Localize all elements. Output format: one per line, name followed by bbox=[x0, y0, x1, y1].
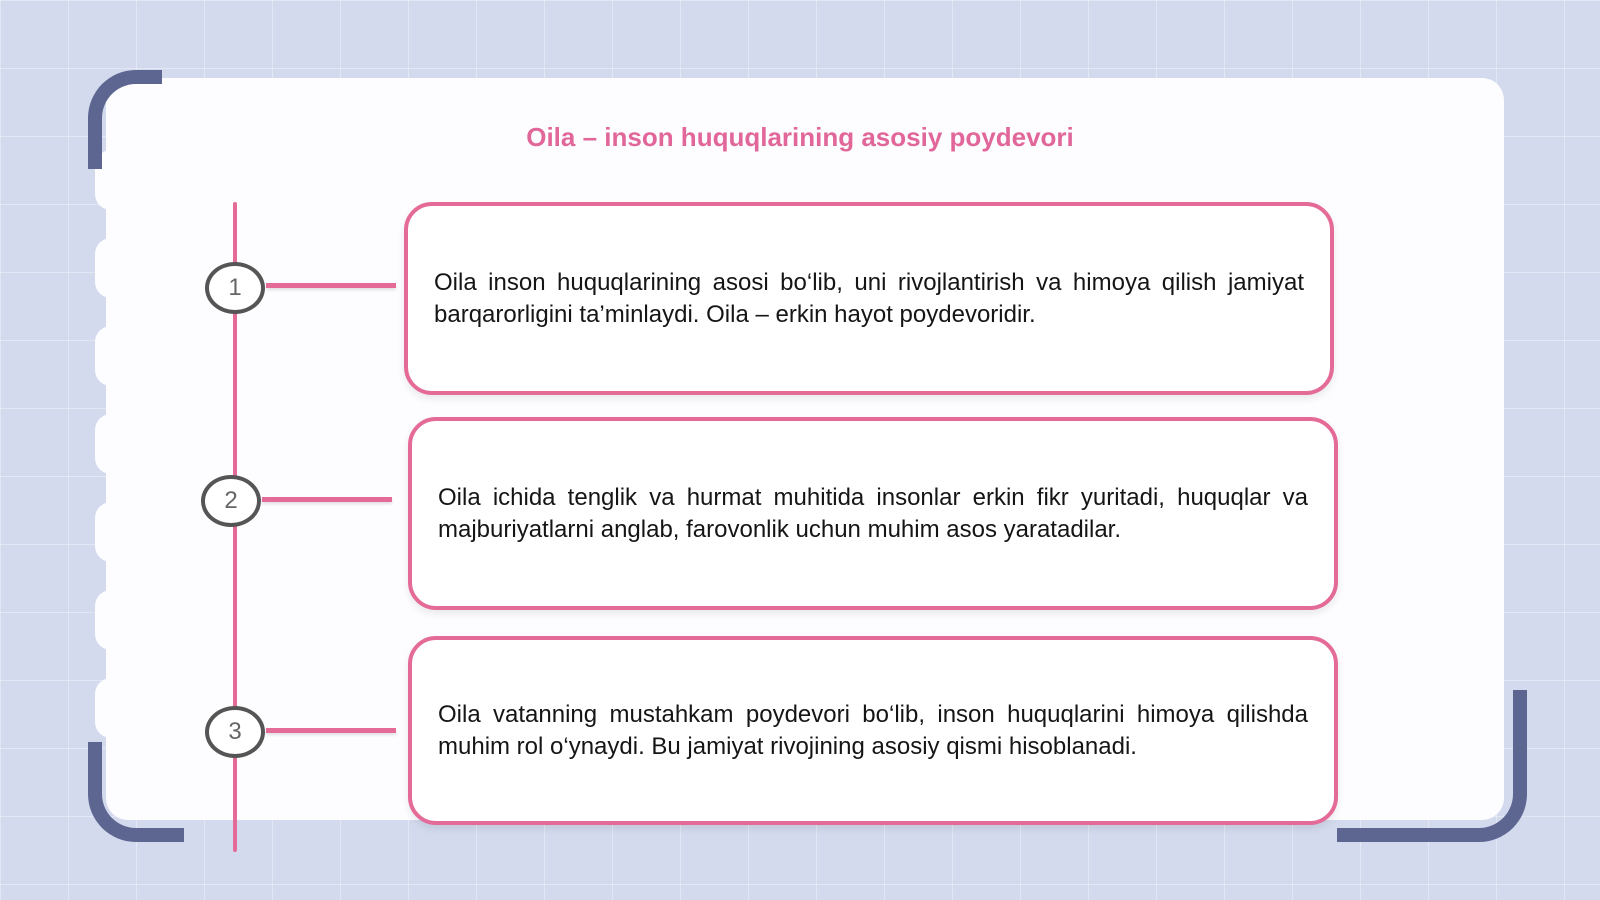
frame-corner-bottom-right bbox=[1337, 690, 1527, 842]
content-text: Oila vatanning mustahkam poydevori bo‘lib, inson huquqlarini himoya qilishda muhim rol o‘ynaydi. Bu jamiyat rivojining asosiy qismi hisoblanadi. bbox=[438, 700, 1308, 760]
card-edge-scallop bbox=[95, 414, 127, 474]
content-box-1 bbox=[404, 202, 1334, 395]
card-edge-scallop bbox=[95, 590, 127, 650]
card-edge-scallop bbox=[95, 678, 127, 738]
step-number: 2 bbox=[224, 487, 238, 514]
timeline-connector bbox=[266, 283, 396, 288]
content-box-3 bbox=[408, 636, 1338, 825]
step-number: 1 bbox=[228, 274, 242, 301]
content-box-2 bbox=[408, 417, 1338, 610]
step-number: 3 bbox=[228, 718, 242, 745]
content-text: Oila ichida tenglik va hurmat muhitida insonlar erkin fikr yuritadi, huquqlar va majburiyatlarni anglab, farovonlik uchun muhim asos yaratadilar. bbox=[438, 483, 1308, 543]
timeline-connector bbox=[266, 728, 396, 733]
frame-corner-bottom-left bbox=[88, 742, 184, 842]
frame-corner-top-left bbox=[88, 70, 162, 169]
step-marker-2 bbox=[201, 475, 261, 527]
card-edge-scallop bbox=[95, 502, 127, 562]
content-text: Oila inson huquqlarining asosi bo‘lib, uni rivojlantirish va himoya qilish jamiyat barqarorligini ta’minlaydi. Oila – erkin hayot poydevoridir. bbox=[434, 268, 1304, 328]
timeline-connector bbox=[262, 497, 392, 502]
slide-title: Oila – inson huquqlarining asosiy poydevori bbox=[526, 122, 1074, 152]
card-edge-scallop bbox=[95, 326, 127, 386]
step-marker-1 bbox=[205, 262, 265, 314]
step-marker-3 bbox=[205, 706, 265, 758]
card-edge-scallop bbox=[95, 238, 127, 298]
